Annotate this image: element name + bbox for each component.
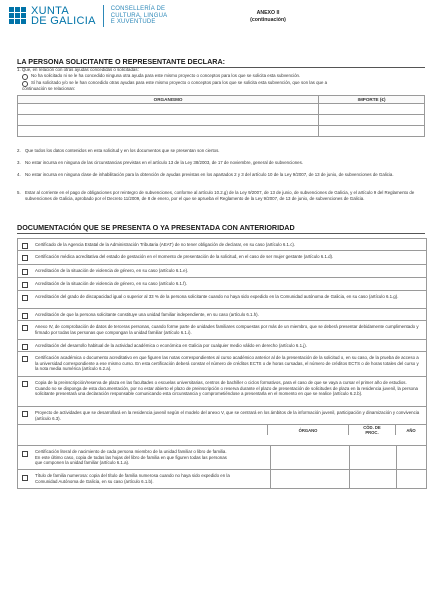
- doc-label: Certificado de la Agencia Estatal de la Administración Tributaria (AEAT) de no tener obligación de declarar, en su caso (artículo 6.1.c).: [35, 242, 296, 247]
- doc-checkbox[interactable]: [22, 295, 28, 301]
- doc-label: [35, 473, 266, 484]
- item-number: 3.: [17, 160, 21, 165]
- doc-checkbox[interactable]: [22, 255, 28, 261]
- doc-row: [18, 407, 426, 425]
- department-line-1: CONSELLERÍA DE: [110, 6, 166, 13]
- doc-checkbox[interactable]: [22, 381, 28, 387]
- doc-row: [18, 340, 426, 352]
- doc-label: Acreditación del grado de discapacidad igual o superior al 33 % de la persona solicitante cuando no haya sido expedido en la Comunidad autónoma de Galicia, en su caso (artículo 6.1.g).: [35, 294, 399, 299]
- agency-spacer: [35, 425, 268, 435]
- other-aids-table: [17, 95, 425, 137]
- doc-label: Certificación académica o documento acreditativo en que figuren las notas correspondientes al curso académico anterior al de la presentación de la solicitud o, en su caso, de la prueba de acceso a la universidad correspondiente a ese mismo curso. En esta certificación deberá constar el número de créditos ECTS o de horas cursadas, el número de créditos ECTS o de horas totales del curso y la nota media numérica (artículo 6.2.a).: [35, 355, 419, 372]
- doc-row: [18, 309, 426, 321]
- doc-checkbox[interactable]: [22, 344, 28, 350]
- declaration-item-1: 1. Que, en relación con otras ayudas concedidas o solicitadas:: [17, 67, 139, 72]
- doc-label: Acreditación del desarrollo habitual de la actividad académica o económica en Galicia por cualquier medio válido en derecho (artículo 6.1.j).: [35, 343, 307, 348]
- yes-aid-label: Sí ha solicitado y/o se le han concedido otras ayudas para este mismo proyecto o conceptos para los que se solicita esta subvención, que son las que a: [31, 80, 328, 85]
- doc-row: [18, 352, 426, 377]
- doc-checkbox[interactable]: [22, 356, 28, 362]
- annex-subtitle: (continuación): [250, 16, 286, 23]
- col-importe: IMPORTE (€): [319, 96, 425, 104]
- annex-heading: [238, 10, 298, 23]
- doc-checkbox[interactable]: [22, 475, 28, 481]
- doc-label: Copia de la preinscripción/reserva de plaza en las facultades o escuelas universitarias, centros de bachiller o ciclos formativos, para el caso de que se vaya a cursar el primer año de estudios. Cuando no se disponga de esta documentación, por no estar abierto el plazo de preinscripción o reserva durante el plazo de presentación de solicitudes de plaza en la residencia juvenil, la persona solicitante presentará una declaración responsable comunicando esta circunstancia y comprometiéndose a presentarla en el momento en que se realice (artículo 6.2.b).: [35, 380, 418, 397]
- doc-row: [18, 291, 426, 309]
- doc-checkbox[interactable]: [22, 269, 28, 275]
- item-number: 2.: [17, 148, 21, 153]
- agency-header-row: [18, 425, 426, 446]
- organismo-field[interactable]: [18, 115, 319, 126]
- doc-checkbox[interactable]: [22, 243, 28, 249]
- item-number: 4.: [17, 172, 21, 177]
- organo-field[interactable]: [270, 446, 349, 469]
- table-row: [18, 115, 425, 126]
- department-line-3: E XUVENTUDE: [110, 19, 156, 26]
- table-row: [18, 126, 425, 137]
- doc-label: Certificación médica acreditativa del estado de gestación en el momento de presentación de la solicitud, en el caso de ser mujer gestante (artículo 6.1.d).: [35, 254, 334, 259]
- organismo-field[interactable]: [18, 126, 319, 137]
- doc-label: Acreditación de la situación de violencia de género, en su caso (artículo 6.1.f).: [35, 281, 188, 286]
- importe-field[interactable]: [319, 126, 425, 137]
- logo-line-2: DE GALICIA: [31, 15, 96, 27]
- col-proc-code-line-2: PROC.: [365, 430, 379, 435]
- section-documentation-title: DOCUMENTACIÓN QUE SE PRESENTA O YA PRESENTADA CON ANTERIORIDAD: [17, 223, 425, 234]
- proc-code-field[interactable]: [349, 446, 395, 469]
- organismo-field[interactable]: [18, 104, 319, 115]
- doc-row: [18, 265, 426, 278]
- doc-row: [18, 321, 426, 340]
- doc-label-line: Certificación literal de nacimiento de cada persona miembro de la unidad familiar o libro de familia.: [35, 449, 227, 454]
- department-line-2: CULTURA, LINGUA: [110, 12, 168, 19]
- item-text: Estar al corriente en el pago de obligaciones por reintegro de subvenciones, conforme al artículo 10.2.g) de la Ley 9/2007, de 13 de junio, de subvenciones de Galicia, y el artículo 9 del Reglamento de subvenciones de Galicia, aprobado por el Decreto 11/2009, de 8 de enero, por el que se aprueba el Reglamento de la Ley 9/2007, de 13 de junio, de subvenciones de Galicia.: [25, 190, 415, 201]
- doc-cells: [270, 470, 426, 488]
- doc-label: Proyecto de actividades que se desarrollará en la residencia juvenil según el modelo del anexo V, que se centrará en los ámbitos de la información juvenil, participación y dinamización y convivencia (artículo 6.3).: [35, 410, 420, 421]
- doc-row: [18, 239, 426, 251]
- yes-aid-label-cont: continuación se relacionan:: [22, 86, 76, 91]
- xunta-logo: [9, 5, 167, 27]
- no-aid-radio[interactable]: [22, 74, 28, 80]
- col-organismo: ORGANISMO: [18, 96, 319, 104]
- doc-label-line: En este último caso, copia de todas las hojas del libro de familia en que figuren todas las personas: [35, 454, 227, 460]
- xunta-emblem-icon: [9, 7, 27, 25]
- table-row: [18, 104, 425, 115]
- item-text: Que todos los datos contenidos en esta solicitud y en los documentos que se presentan son ciertos.: [25, 148, 220, 153]
- col-proc-code-line-1: CÓD. DE: [363, 425, 381, 430]
- doc-checkbox[interactable]: [22, 282, 28, 288]
- doc-row: [18, 251, 426, 265]
- doc-checkbox[interactable]: [22, 411, 28, 417]
- logo-divider: [103, 5, 104, 27]
- logo-line-1: XUNTA: [31, 5, 69, 17]
- doc-cells: [270, 446, 426, 469]
- annex-title: ANEXO II: [256, 10, 280, 16]
- doc-label: Acreditación de la situación de violencia de género, en su caso (artículo 6.1.e).: [35, 268, 189, 273]
- proc-code-field[interactable]: [349, 470, 395, 488]
- doc-row: [18, 377, 426, 407]
- logo-text: [31, 6, 96, 26]
- year-field[interactable]: [396, 470, 426, 488]
- item-number: 5.: [17, 190, 21, 195]
- department-name: [111, 6, 168, 26]
- doc-label: Acreditación de que la persona solicitante constituye una unidad familiar independiente, en su caso (artículo 6.1.h).: [35, 312, 259, 317]
- col-year: AÑO: [396, 425, 427, 435]
- item-text: No estar incursa en ninguna de las circunstancias previstas en el artículo 13 de la Ley 38/2003, de 17 de noviembre, general de subvenciones.: [25, 160, 304, 165]
- doc-label-line: Comunidad Autónoma de Galicia, en su caso (artículo 6.1.b).: [35, 478, 154, 484]
- year-field[interactable]: [396, 446, 426, 469]
- doc-label: Anexo IV, de comprobación de datos de terceras personas, cuando forme parte de unidades familiares compuestas por más de un miembro, que se deberá presentar debidamente cumplimentado y firmado por todas las personas que compongan la unidad familiar (artículo 6.1.i).: [35, 324, 419, 335]
- section-declaration-title: LA PERSONA SOLICITANTE O REPRESENTANTE DECLARA:: [17, 57, 425, 68]
- doc-row-with-cells: [18, 446, 426, 470]
- item-text: No estar incursa en ninguna clase de inhabilitación para la obtención de ayudas previstas en los apartados 2 y 3 del artículo 10 de la Ley 9/2007, de 13 de junio, de subvenciones de Galicia.: [25, 172, 394, 177]
- col-organo: ÓRGANO: [268, 425, 349, 435]
- agency-header-table: [35, 425, 426, 435]
- documentation-list: [17, 238, 427, 489]
- doc-row-with-cells: [18, 470, 426, 489]
- doc-row: [18, 278, 426, 291]
- col-proc-code: [349, 425, 396, 435]
- doc-checkbox[interactable]: [22, 451, 28, 457]
- organo-field[interactable]: [270, 470, 349, 488]
- doc-checkbox[interactable]: [22, 313, 28, 319]
- importe-field[interactable]: [319, 115, 425, 126]
- doc-label-line: Título de familia numerosa: copia del título de familia numerosa cuando no haya sido expedido en la: [35, 473, 230, 478]
- doc-label-line: que componen la unidad familiar (artículo 6.1.a).: [35, 460, 130, 466]
- doc-label: [35, 449, 266, 466]
- doc-checkbox[interactable]: [22, 325, 28, 331]
- no-aid-label: No ha solicitado ni se le ha concedido ninguna otra ayuda para este mismo proyecto o conceptos para los que se solicita esta subvención.: [31, 73, 301, 78]
- importe-field[interactable]: [319, 104, 425, 115]
